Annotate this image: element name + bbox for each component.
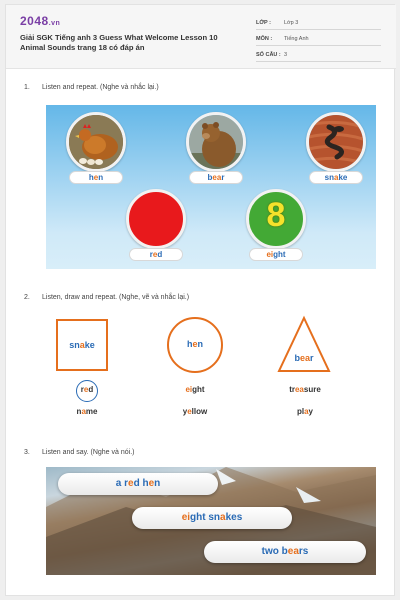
red-picture <box>126 189 186 249</box>
phrase-banner-two-bears[interactable]: two bears <box>204 541 366 563</box>
hen-picture <box>66 112 126 172</box>
bear-picture <box>186 112 246 172</box>
question-2-instruction: 2. Listen, draw and repeat. (Nghe, vẽ và nhắc lại.) <box>24 294 190 301</box>
meta-row-question-count: SỐ CÂU : 3 <box>256 49 381 62</box>
phrase-banner-eight-snakes[interactable]: eight snakes <box>132 507 292 529</box>
eight-picture <box>246 189 306 249</box>
document-header <box>6 5 396 69</box>
shape-word-snake: snake <box>69 340 95 350</box>
question-3-instruction: 3. Listen and say. (Nghe và nói.) <box>24 449 135 456</box>
phrase-banner-red-hen[interactable]: a red hen <box>58 473 218 495</box>
word-treasure: treasure <box>289 385 321 394</box>
mountain-background <box>46 467 376 575</box>
word-eight: eight <box>249 248 303 261</box>
meta-row-class: LỚP : Lớp 3 <box>256 17 381 30</box>
shape-word-hen: hen <box>186 339 203 349</box>
word-snake: snake <box>309 171 363 184</box>
document-page <box>5 4 395 596</box>
site-logo[interactable]: 2048.vn <box>20 14 61 28</box>
question-1-instruction: 1. Listen and repeat. (Nghe và nhắc lại.) <box>24 84 159 91</box>
word-bear: bear <box>189 171 243 184</box>
shape-word-bear: bear <box>294 353 314 363</box>
word-red-2: red <box>80 385 94 394</box>
number-eight: 8 <box>266 196 286 234</box>
snake-picture <box>306 112 366 172</box>
listen-repeat-panel <box>46 105 376 269</box>
word-play: play <box>296 407 313 416</box>
triangle-shape <box>276 315 332 373</box>
document-title: Giải SGK Tiếng anh 3 Guess What Welcome Lesson 10 Animal Sounds trang 18 có đáp án <box>20 33 218 52</box>
word-red: red <box>129 248 183 261</box>
word-hen: hen <box>69 171 123 184</box>
word-name: name <box>76 407 98 416</box>
word-yellow: yellow <box>182 407 208 416</box>
meta-row-subject: MÔN : Tiếng Anh <box>256 33 381 46</box>
word-eight-2: eight <box>185 385 205 394</box>
